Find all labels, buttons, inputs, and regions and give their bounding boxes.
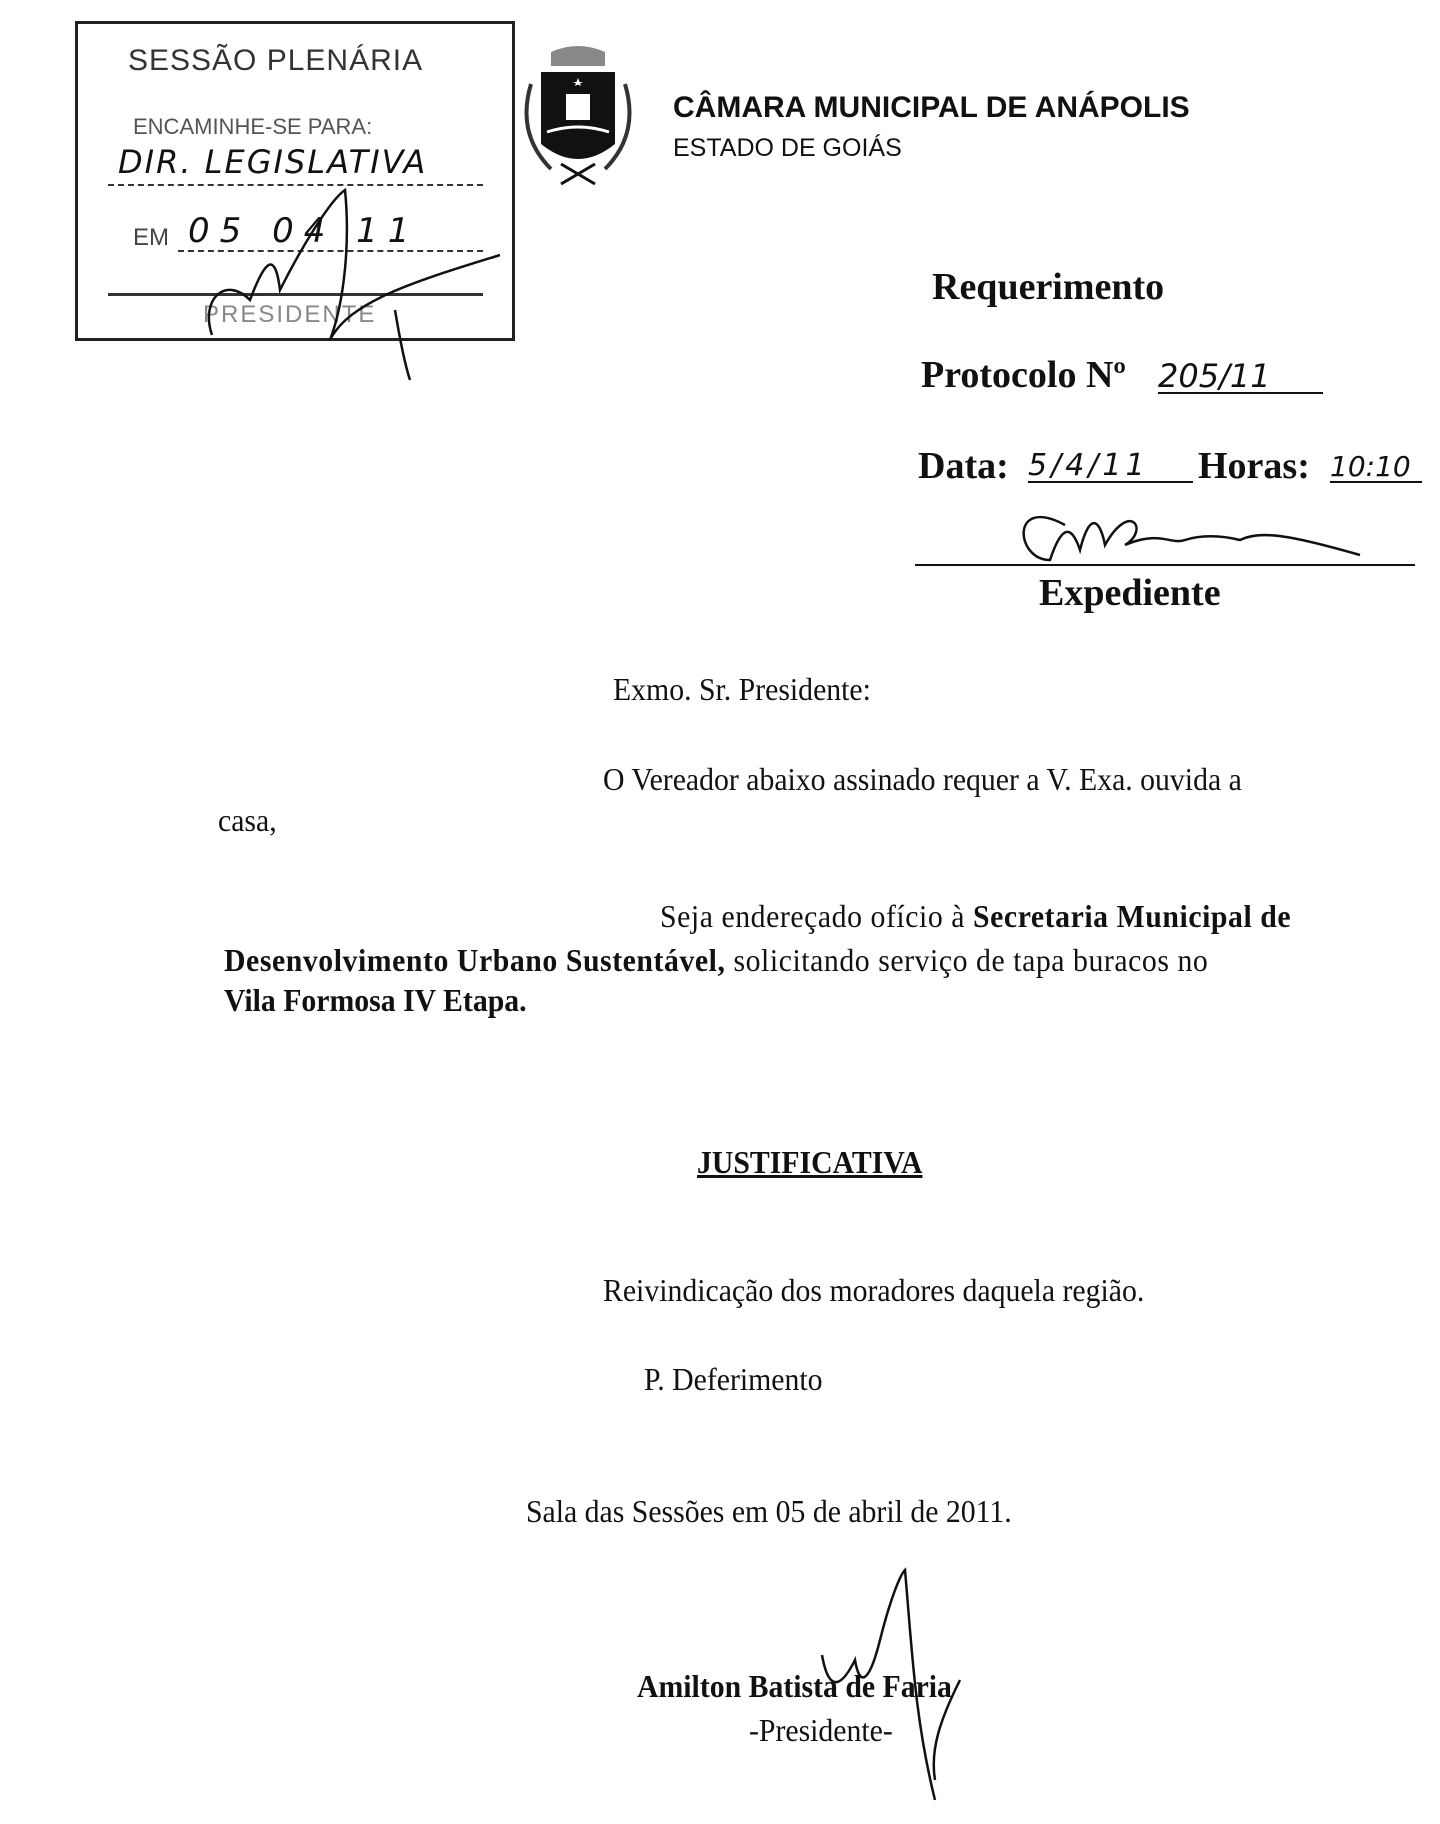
request-line-2 bbox=[224, 944, 1208, 976]
justification-heading: JUSTIFICATIVA bbox=[697, 1144, 923, 1180]
request-recipient-cont: Desenvolvimento Urbano Sustentável, bbox=[224, 942, 726, 978]
intro-line-2: casa, bbox=[218, 802, 277, 838]
request-text-cont: solicitando serviço de tapa buracos no bbox=[725, 942, 1209, 978]
signature-label: Expediente bbox=[1039, 572, 1221, 614]
signer-signature bbox=[0, 0, 1, 1]
state-name: ESTADO DE GOIÁS bbox=[673, 134, 902, 162]
date-value: 5/4/11 bbox=[1028, 451, 1193, 483]
coat-of-arms-icon bbox=[511, 44, 645, 186]
stamp-forward-label: ENCAMINHE-SE PARA: bbox=[133, 114, 373, 139]
time-value: 10:10 bbox=[1330, 453, 1422, 483]
stamp-forward-value: DIR. LEGISLATIVA bbox=[118, 143, 428, 181]
salutation: Exmo. Sr. Presidente: bbox=[613, 671, 871, 707]
document-type: Requerimento bbox=[932, 266, 1165, 308]
date-label: Data: bbox=[918, 445, 1009, 487]
signature-line bbox=[915, 564, 1415, 566]
time-label: Horas: bbox=[1198, 445, 1310, 487]
stamp-date-value: 05 04 11 bbox=[188, 211, 420, 251]
intro-line-1: O Vereador abaixo assinado requer a V. Exa. ouvida a bbox=[603, 761, 1242, 797]
request-line-1 bbox=[660, 900, 1291, 932]
place-date: Sala das Sessões em 05 de abril de 2011. bbox=[526, 1493, 1012, 1529]
protocol-stamp bbox=[75, 21, 515, 341]
request-recipient: Secretaria Municipal de bbox=[973, 898, 1292, 934]
protocol-label: Protocolo Nº bbox=[921, 354, 1126, 396]
signer-role: -Presidente- bbox=[749, 1712, 893, 1748]
request-text: Seja endereçado ofício à bbox=[660, 898, 974, 934]
stamp-title: SESSÃO PLENÁRIA bbox=[128, 44, 424, 77]
institution-name: CÂMARA MUNICIPAL DE ANÁPOLIS bbox=[673, 91, 1190, 124]
request-location: Vila Formosa IV Etapa. bbox=[224, 982, 527, 1018]
signer-name: Amilton Batista de Faria bbox=[637, 1668, 952, 1704]
justification-text: Reivindicação dos moradores daquela região. bbox=[603, 1272, 1145, 1308]
stamp-signer-label: PRESIDENTE bbox=[203, 301, 377, 328]
stamp-date-label: EM bbox=[133, 224, 169, 251]
closing: P. Deferimento bbox=[644, 1361, 823, 1397]
protocol-value: 205/11 bbox=[1158, 360, 1323, 394]
